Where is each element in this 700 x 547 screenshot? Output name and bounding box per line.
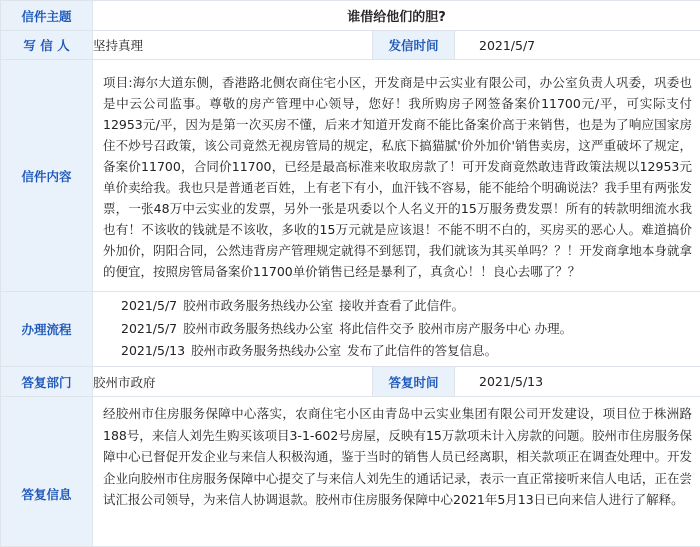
process-step-org: 胶州市政务服务热线办公室 xyxy=(183,298,333,313)
reply-text: 经胶州市住房服务保障中心落实，农商住宅小区由青岛中云实业集团有限公司开发建设，项目位于株洲路188号，来信人刘先生购买该项目3-1-602号房屋，反映有15万款项未计入房款的问题。胶州市住房服务保障中心已督促开发企业与来信人积极沟通，鉴于当时的销售人员已经离职，相关款项正在调查处理中。开发企业向胶州市住房服务保障中心提交了与来信人刘先生的通话记录，表示一直正常接听来信人电话，正在尝试汇报公司领导，为来信人协调退款。胶州市住房服务保障中心2021年5月13日已向来信人进行了解释。 xyxy=(93,397,700,511)
process-step-action: 将此信件交予 胶州市房产服务中心 办理。 xyxy=(339,321,572,336)
reply-row xyxy=(1,397,700,547)
process-step-action: 发布了此信件的答复信息。 xyxy=(347,343,497,358)
process-step xyxy=(93,295,700,318)
process-row xyxy=(1,292,700,367)
subject-value: 谁借给他们的胆? xyxy=(93,1,700,31)
reply-dept-value: 胶州市政府 xyxy=(93,367,373,397)
process-step-action: 接收并查看了此信件。 xyxy=(339,298,464,313)
reply-time-value: 2021/5/13 xyxy=(455,367,700,397)
content-text: 项目:海尔大道东侧，香港路北侧农商住宅小区，开发商是中云实业有限公司，办公室负责人巩委，巩委也是中云公司监事。尊敬的房产管理中心领导，您好！我所购房子网签备案价11700元/平，可实际支付12953元/平，因为是第一次买房不懂，后来才知道开发商不能比备案价高于来销售，也是为了响应国家房住不炒号召政策，该公司竟然无视房管局的规定，私底下搞猫腻'价外加价'销售卖房，这严重破坏了规定，备案价11700，合同价11700，已经是最高标准来收取房款了！可开发商竟然敢违背政策法规以12953元单价卖给我。我也只是普通老百姓，上有老下有小，血汗钱不容易，能不能给个明确说法？我手里有两张发票，一张48万中云实业的发票，另外一张是巩委以个人名义开的15万服务费发票！所有的转款明细流水我也有！不该收的钱就是不该收，多收的15万元就是应该退！不能不明不白的，买房买的恶心人。难道搞价外加价，阴阳合同，公然违背房产管理规定就得不到惩罚，我们就该为其买单吗？？！开发商拿地本身就拿的便宜，按照房管局备案价11700单价销售已经是暴利了，真贪心！！良心去哪了？？ xyxy=(93,66,700,286)
process-step xyxy=(93,318,700,341)
content-cell xyxy=(93,60,700,292)
reply-dept-label: 答复部门 xyxy=(1,367,93,397)
reply-label: 答复信息 xyxy=(1,397,93,547)
process-step-date: 2021/5/13 xyxy=(121,343,185,358)
subject-label: 信件主题 xyxy=(1,1,93,31)
process-step-org: 胶州市政务服务热线办公室 xyxy=(191,343,341,358)
content-row xyxy=(1,60,700,292)
send-time-label: 发信时间 xyxy=(373,31,455,60)
reply-cell xyxy=(93,397,700,547)
reply-time-label: 答复时间 xyxy=(373,367,455,397)
reply-dept-row xyxy=(1,367,700,397)
send-time-value: 2021/5/7 xyxy=(455,31,700,60)
process-step-date: 2021/5/7 xyxy=(121,298,177,313)
writer-value: 坚持真理 xyxy=(93,31,373,60)
content-label: 信件内容 xyxy=(1,60,93,292)
process-step-org: 胶州市政务服务热线办公室 xyxy=(183,321,333,336)
subject-row xyxy=(1,1,700,31)
process-step xyxy=(93,340,700,363)
process-label: 办理流程 xyxy=(1,292,93,367)
writer-label: 写 信 人 xyxy=(1,31,93,60)
process-step-date: 2021/5/7 xyxy=(121,321,177,336)
process-cell xyxy=(93,292,700,367)
writer-row xyxy=(1,31,700,60)
